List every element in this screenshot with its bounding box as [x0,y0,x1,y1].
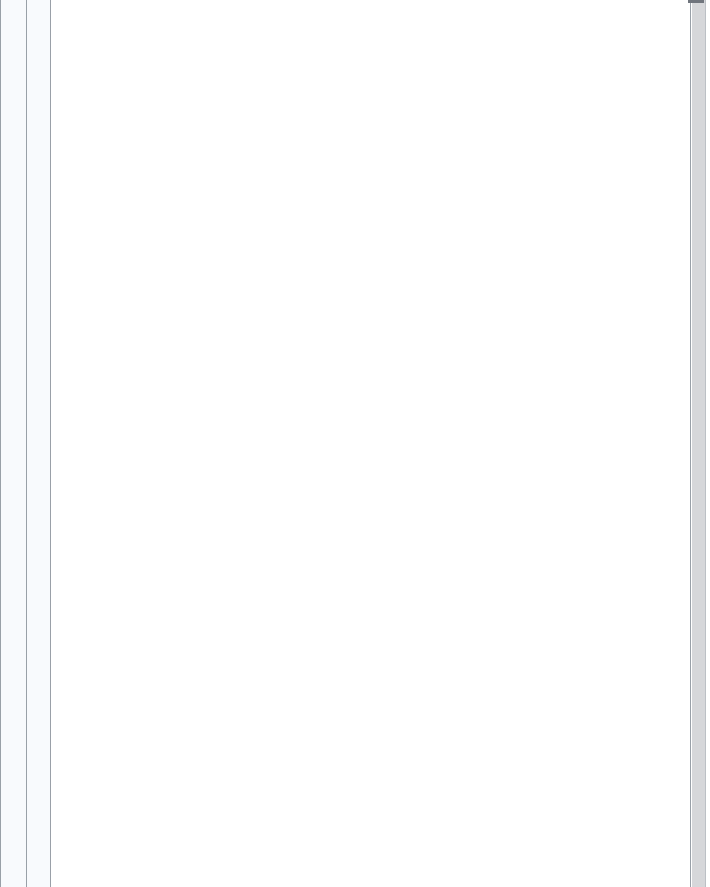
scrollbar-thumb[interactable] [688,0,704,3]
visibility-column [0,0,26,887]
column-divider [26,0,27,887]
scrollbar[interactable] [692,0,706,887]
rows-right-border [690,0,691,887]
edit-state-column [27,0,50,887]
panel-left-border [0,0,1,887]
column-divider [50,0,51,887]
